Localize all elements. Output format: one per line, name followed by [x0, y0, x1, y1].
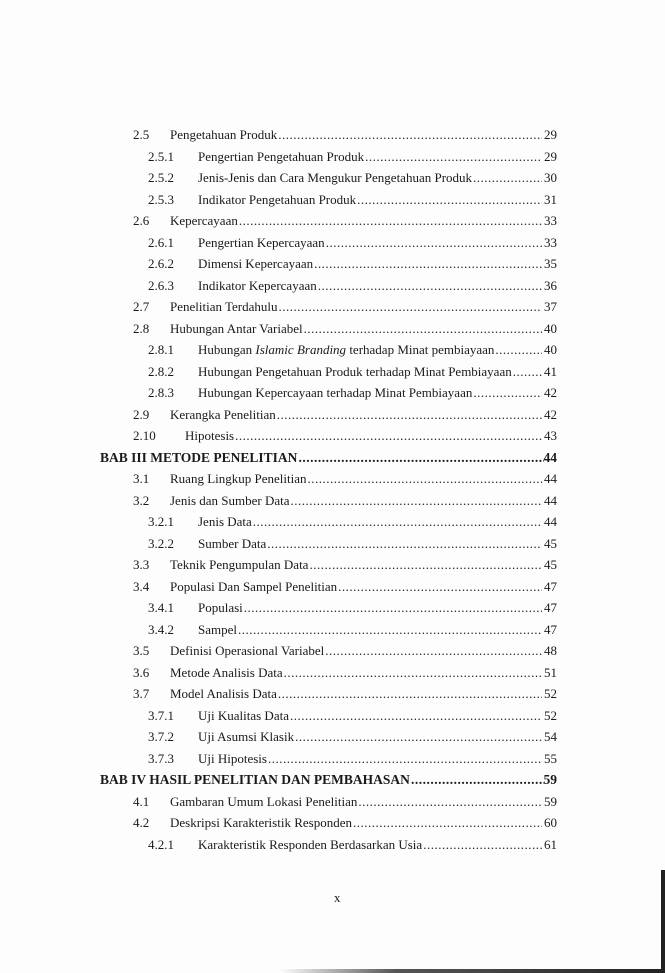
entry-title: Pengertian Pengetahuan Produk: [198, 148, 365, 164]
toc-entry: [0, 705, 665, 727]
entry-line: [170, 812, 557, 834]
toc-entry: [0, 124, 665, 146]
entry-page: 43: [544, 428, 557, 443]
entry-number: 2.10: [133, 428, 156, 443]
entry-title: [198, 339, 495, 361]
entry-page: 52: [544, 686, 557, 701]
entry-line: [198, 339, 557, 361]
leader-dots: [279, 296, 542, 318]
entry-number: 3.5: [133, 643, 150, 658]
entry-line: [198, 232, 557, 254]
entry-number: 2.5.3: [148, 191, 174, 207]
toc-entry: [0, 275, 665, 297]
entry-page: 44: [543, 449, 557, 465]
toc-entry: [0, 167, 665, 189]
entry-line: [170, 468, 557, 490]
entry-page: 48: [544, 643, 557, 658]
entry-title: Hipotesis: [185, 428, 235, 443]
page-number: x: [334, 890, 341, 905]
entry-line: [185, 425, 557, 447]
entry-title: Hubungan Pengetahuan Produk terhadap Minat Pembiayaan: [198, 363, 512, 379]
entry-page: 51: [544, 664, 557, 680]
entry-page: 47: [544, 600, 557, 615]
entry-title: BAB III METODE PENELITIAN: [100, 449, 298, 465]
entry-title: Penelitian Terdahulu: [170, 299, 278, 314]
leader-dots: [326, 232, 542, 254]
leader-dots: [278, 683, 542, 705]
entry-title: Pengertian Kepercayaan: [198, 234, 325, 250]
toc-entry: [0, 662, 665, 684]
entry-number: 3.7.3: [148, 750, 174, 766]
entry-line: [198, 834, 557, 856]
entry-page: 33: [544, 213, 557, 228]
toc-entry: [0, 834, 665, 856]
entry-number: 3.1: [133, 471, 150, 486]
leader-dots: [423, 834, 542, 856]
leader-dots: [239, 210, 542, 232]
entry-line: [170, 404, 557, 426]
entry-line: [170, 791, 557, 813]
entry-title: Indikator Pengetahuan Produk: [198, 191, 357, 207]
entry-number: 3.7: [133, 686, 150, 701]
toc-entry: [0, 812, 665, 834]
toc-entry: [0, 189, 665, 211]
entry-page: 29: [544, 127, 557, 142]
leader-dots: [298, 447, 543, 469]
entry-number: 3.3: [133, 557, 150, 572]
entry-number: 3.7.2: [148, 729, 174, 744]
entry-line: [198, 748, 557, 770]
scan-edge-right: [661, 870, 665, 973]
entry-line: [100, 447, 557, 469]
entry-title: Jenis dan Sumber Data: [170, 492, 290, 508]
toc-entry: [0, 640, 665, 662]
entry-title: Kerangka Penelitian: [170, 406, 276, 422]
entry-page: 41: [544, 363, 557, 379]
entry-line: [170, 554, 557, 576]
entry-line: [198, 597, 557, 619]
toc-entry: [0, 619, 665, 641]
entry-page: 29: [544, 148, 557, 164]
entry-page: 44: [544, 514, 557, 529]
entry-number: 2.8.1: [148, 342, 174, 357]
toc-entry: [0, 511, 665, 533]
entry-title: Pengetahuan Produk: [170, 127, 278, 142]
table-of-contents: [0, 124, 665, 855]
leader-dots: [365, 146, 542, 168]
entry-title: Uji Hipotesis: [198, 750, 267, 766]
entry-line: [100, 769, 557, 791]
leader-dots: [290, 705, 542, 727]
entry-title: Hubungan Antar Variabel: [170, 320, 303, 336]
toc-entry: [0, 296, 665, 318]
entry-number: 2.6: [133, 213, 150, 228]
toc-entry: [0, 576, 665, 598]
leader-dots: [495, 339, 542, 361]
entry-title: BAB IV HASIL PENELITIAN DAN PEMBAHASAN: [100, 772, 410, 787]
entry-title: Teknik Pengumpulan Data: [170, 557, 309, 572]
leader-dots: [278, 124, 542, 146]
entry-page: 33: [544, 234, 557, 250]
toc-entry: [0, 533, 665, 555]
leader-dots: [307, 468, 542, 490]
entry-line: [198, 619, 557, 641]
entry-title: Ruang Lingkup Penelitian: [170, 471, 307, 486]
entry-line: [170, 124, 557, 146]
entry-line: [198, 189, 557, 211]
entry-number: 2.6.3: [148, 277, 174, 293]
leader-dots: [318, 275, 542, 297]
entry-number: 2.5: [133, 127, 150, 142]
toc-chapter-entry: [0, 447, 665, 469]
entry-number: 2.6.1: [148, 234, 174, 250]
leader-dots: [284, 662, 542, 684]
leader-dots: [513, 361, 542, 383]
entry-number: 2.6.2: [148, 256, 174, 271]
entry-title-pre: Hubungan: [198, 342, 256, 357]
entry-title: Populasi: [198, 600, 243, 615]
entry-line: [198, 382, 557, 404]
entry-title: Uji Kualitas Data: [198, 707, 289, 723]
entry-number: 2.8.3: [148, 385, 174, 400]
toc-entry: [0, 726, 665, 748]
toc-entry: [0, 554, 665, 576]
leader-dots: [304, 318, 542, 340]
entry-page: 45: [544, 557, 557, 572]
leader-dots: [357, 189, 542, 211]
leader-dots: [295, 726, 542, 748]
entry-page: 42: [544, 385, 557, 400]
entry-page: 44: [544, 471, 557, 486]
entry-line: [198, 533, 557, 555]
entry-page: 37: [544, 299, 557, 314]
entry-line: [170, 318, 557, 340]
entry-line: [198, 146, 557, 168]
entry-line: [170, 640, 557, 662]
toc-entry: [0, 425, 665, 447]
leader-dots: [473, 167, 542, 189]
toc-entry: [0, 597, 665, 619]
entry-line: [198, 167, 557, 189]
toc-entry: [0, 683, 665, 705]
entry-line: [170, 683, 557, 705]
toc-entry: [0, 361, 665, 383]
entry-number: 3.2: [133, 492, 150, 508]
entry-line: [198, 361, 557, 383]
entry-title: Gambaran Umum Lokasi Penelitian: [170, 793, 358, 809]
entry-page: 44: [544, 492, 557, 508]
entry-page: 31: [544, 191, 557, 207]
entry-number: 4.1: [133, 793, 150, 809]
entry-number: 2.9: [133, 406, 150, 422]
leader-dots: [338, 576, 542, 598]
entry-title: Dimensi Kepercayaan: [198, 256, 314, 271]
entry-line: [170, 576, 557, 598]
entry-number: 2.8: [133, 320, 150, 336]
leader-dots: [325, 640, 542, 662]
entry-title: Indikator Kepercayaan: [198, 277, 317, 293]
entry-page: 45: [544, 535, 557, 551]
entry-number: 2.8.2: [148, 363, 174, 379]
entry-line: [170, 296, 557, 318]
entry-number: 3.7.1: [148, 707, 174, 723]
entry-line: [198, 511, 557, 533]
entry-page: 47: [544, 621, 557, 637]
toc-chapter-entry: [0, 769, 665, 791]
leader-dots: [268, 748, 542, 770]
entry-title: Hubungan Kepercayaan terhadap Minat Pembiayaan: [198, 385, 473, 400]
entry-title: Sampel: [198, 621, 237, 637]
toc-entry: [0, 404, 665, 426]
leader-dots: [267, 533, 542, 555]
entry-line: [198, 726, 557, 748]
leader-dots: [411, 769, 544, 791]
leader-dots: [358, 791, 542, 813]
leader-dots: [235, 425, 542, 447]
entry-page: 47: [544, 578, 557, 594]
entry-line: [198, 275, 557, 297]
entry-page: 40: [544, 342, 557, 357]
scan-edge-bottom: [280, 969, 665, 973]
entry-line: [198, 253, 557, 275]
entry-line: [170, 490, 557, 512]
toc-entry: [0, 382, 665, 404]
leader-dots: [353, 812, 542, 834]
entry-number: 2.7: [133, 299, 150, 314]
toc-entry: [0, 253, 665, 275]
entry-number: 3.4.1: [148, 600, 174, 615]
leader-dots: [309, 554, 542, 576]
entry-page: 52: [544, 707, 557, 723]
entry-number: 2.5.2: [148, 170, 174, 185]
entry-number: 3.2.1: [148, 514, 174, 529]
entry-number: 2.5.1: [148, 148, 174, 164]
entry-number: 3.4.2: [148, 621, 174, 637]
leader-dots: [473, 382, 542, 404]
entry-page: 59: [544, 793, 557, 809]
entry-page: 35: [544, 256, 557, 271]
entry-page: 36: [544, 277, 557, 293]
entry-title: Jenis-Jenis dan Cara Mengukur Pengetahuan Produk: [198, 170, 473, 185]
leader-dots: [314, 253, 542, 275]
entry-page: 40: [544, 320, 557, 336]
entry-page: 59: [543, 772, 557, 787]
entry-number: 3.6: [133, 664, 150, 680]
leader-dots: [291, 490, 542, 512]
entry-title: Metode Analisis Data: [170, 664, 283, 680]
entry-title: Uji Asumsi Klasik: [198, 729, 295, 744]
entry-title: Definisi Operasional Variabel: [170, 643, 325, 658]
entry-title-post: terhadap Minat pembiayaan: [346, 342, 495, 357]
entry-title: Karakteristik Responden Berdasarkan Usia: [198, 836, 423, 852]
leader-dots: [277, 404, 542, 426]
entry-number: 4.2: [133, 815, 150, 830]
toc-entry: [0, 339, 665, 361]
entry-title: Deskripsi Karakteristik Responden: [170, 815, 352, 830]
toc-entry: [0, 468, 665, 490]
entry-number: 4.2.1: [148, 836, 174, 852]
toc-entry: [0, 490, 665, 512]
entry-number: 3.4: [133, 578, 150, 594]
entry-page: 30: [544, 170, 557, 185]
leader-dots: [253, 511, 542, 533]
entry-title: Sumber Data: [198, 535, 267, 551]
entry-title: Populasi Dan Sampel Penelitian: [170, 578, 338, 594]
entry-title: Jenis Data: [198, 514, 252, 529]
leader-dots: [238, 619, 542, 641]
toc-entry: [0, 318, 665, 340]
entry-title: Kepercayaan: [170, 213, 238, 228]
entry-line: [198, 705, 557, 727]
entry-line: [170, 662, 557, 684]
toc-entry: [0, 210, 665, 232]
entry-title: Model Analisis Data: [170, 686, 277, 701]
leader-dots: [244, 597, 542, 619]
entry-page: 42: [544, 406, 557, 422]
entry-page: 55: [544, 750, 557, 766]
entry-page: 60: [544, 815, 557, 830]
entry-title-italic: Islamic Branding: [255, 342, 347, 357]
toc-entry: [0, 146, 665, 168]
toc-entry: [0, 791, 665, 813]
entry-line: [170, 210, 557, 232]
entry-number: 3.2.2: [148, 535, 174, 551]
entry-page: 54: [544, 729, 557, 744]
toc-entry: [0, 232, 665, 254]
entry-page: 61: [544, 836, 557, 852]
toc-entry: [0, 748, 665, 770]
